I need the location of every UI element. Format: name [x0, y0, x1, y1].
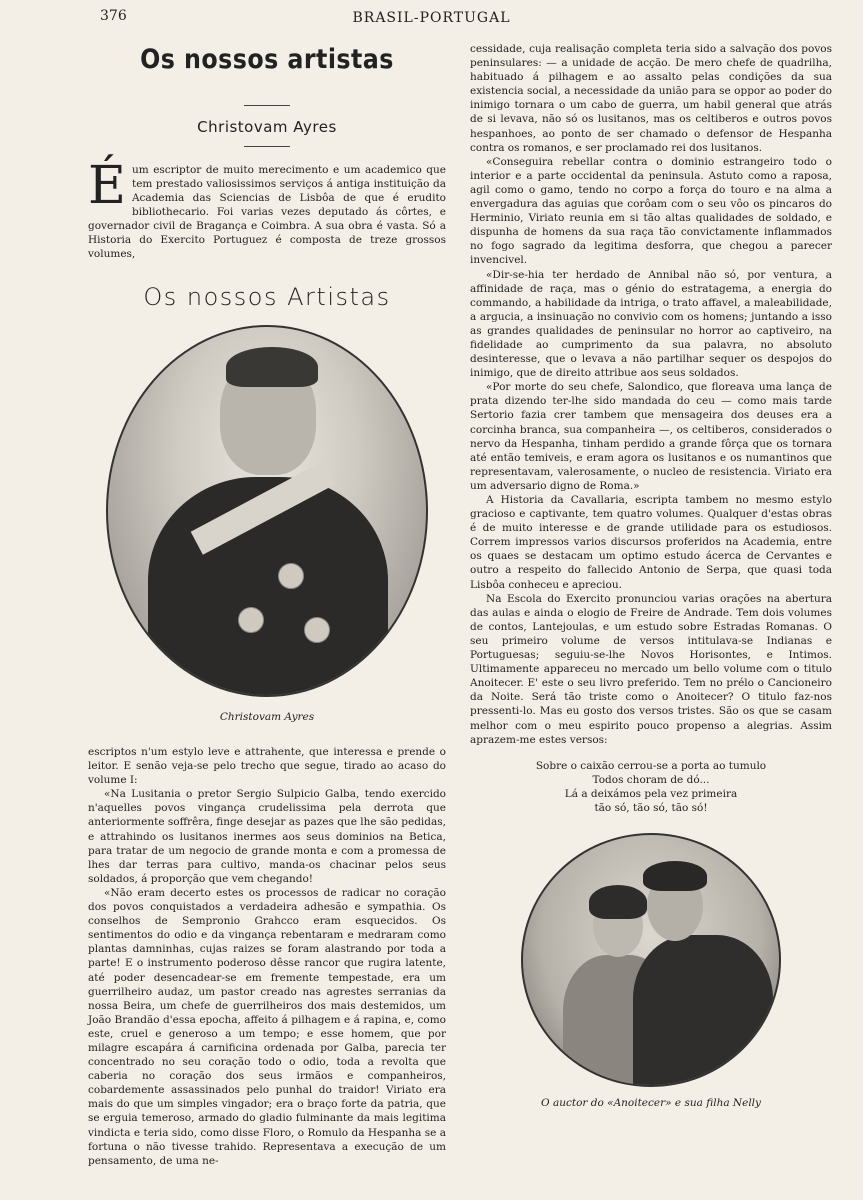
paragraph: «Dir-se-hia ter herdado de Annibal não só, por ventura, a affinidade de raça, mas o génio do estratagema, a energia do commando, a habilidade da intriga, o trato affavel, a maleabilidade, a argucia, a insinuação no convivio com os homens; juntando a isso as grandes qualidades de peninsular no horror ao captiveiro, na fidelidade ao cumprimento da sua palavra, no absoluto desinteresse, que o levava a não partilhar sequer os despojos do inimigo, que de direito attribue aos seus soldados.	[470, 268, 832, 380]
photo-caption: O auctor do «Anoitecer» e sua filha Nelly	[541, 1096, 761, 1109]
poem	[470, 759, 832, 815]
section-heading: Os nossos Artistas	[143, 283, 391, 311]
paragraph: «Conseguira rebellar contra o dominio estrangeiro todo o interior e a parte occidental da peninsula. Astuto como a raposa, agil como o gamo, tendo no corpo a força do touro e na alma a envergadura das aguias que corôam com o seu vôo os pincaros do Herminio, Viriato reunia em si tão altas qualidades de soldado, e dispunha de homens da sua raça tão convictamente inflammados no fogo sagrado da legitima desforra, que chegou a parecer invencivel.	[470, 155, 832, 267]
right-column	[470, 42, 832, 1109]
portrait-photo	[106, 325, 428, 697]
poem-line: tão só, tão só, tão só!	[594, 801, 708, 814]
intro-paragraph	[88, 156, 446, 261]
poem-line: Sobre o caixão cerrou-se a porta ao tumulo	[535, 759, 767, 772]
running-title: BRASIL-PORTUGAL	[352, 10, 511, 26]
author-divider	[244, 146, 290, 147]
article-author: Christovam Ayres	[197, 118, 337, 136]
page-number: 376	[100, 8, 127, 24]
paragraph: «Não eram decerto estes os processos de radicar no coração dos povos conquistados a verdadeira adhesão e sympathia. Os conselhos de Sempronio Grahcco eram esquecidos. Os sentimentos do odio e da vingança rebentaram e medraram como plantas damninhas, cujas raizes se foram alastrando por toda a parte! E o instrumento poderoso dêsse rancor que rugira latente, até poder desencadear-se em fremente tempestade, era um guerrilheiro audaz, um pastor creado nas agrestes serranias da nossa Beira, um chefe de guerrilheiros dos mais destemidos, um João Brandão d'essa epocha, affeito á pilhagem e á rapina, e, como este, cruel e generoso a um tempo; e esse homem, que por milagre escapára á carnificina ordenada por Galba, parecia ter concentrado no seu coração todo o odio, toda a revolta que caberia no coração dos seus irmãos e companheiros, cobardemente assassinados pelo punhal do traidor! Viriato era mais do que um simples vingador; era o braço forte da patria, que se erguia temeroso, armado do gladio fulminante da mais legitima vindicta e teria sido, como disse Floro, o Romulo da Hespanha se a fortuna o não tivesse trahido. Representava a execução de um pensamento, de uma ne-	[88, 886, 446, 1167]
drop-cap: É	[88, 156, 126, 216]
paragraph: «Na Lusitania o pretor Sergio Sulpicio Galba, tendo exercido n'aquelles povos vingança crudelissima pela derrota que anteriormente soffrêra, finge desejar as pazes que lhe são pedidas, e attrahindo os lusitanos inermes aos seus dominios na Betica, para tratar de um negocio de grande monta e com a promessa de lhes dar terras para cultivo, manda-os chacinar pelos seus soldados, á proporção que vem chegando!	[88, 788, 446, 885]
poem-line: Lá a deixámos pela vez primeira	[564, 787, 738, 800]
left-body-text	[88, 745, 446, 1168]
paragraph: A Historia da Cavallaria, escripta tambem no mesmo estylo gracioso e captivante, tem quatro volumes. Qualquer d'estas obras é de muito interesse e de grande utilidade para os estudiosos. Correm impressos varios discursos proferidos na Academia, entre os quaes se destacam um optimo estudo ácerca de Cervantes e outro a respeito do fallecido Antonio de Serpa, que quasi toda Lisbôa conheceu e apreciou.	[470, 494, 832, 591]
left-column	[88, 40, 446, 1168]
paragraph: escriptos n'um estylo leve e attrahente, que interessa e prende o leitor. E senão veja-se pelo trecho que segue, tirado ao acaso do volume I:	[88, 746, 446, 787]
paragraph: cessidade, cuja realisação completa teria sido a salvação dos povos peninsulares: — a unidade de acção. De mero chefe de quadrilha, habituado á pilhagem e ao assalto pelas condições da sua existencia social, a necessidade da união para se oppor ao poder do inimigo tornara o um cabo de guerra, um habil general que atrás de si levava, não só os lusitanos, mas os celtiberos e outros povos hespanhoes, ao ponto de ser chamado o defensor de Hespanha contra os romanos, e ser proclamado rei dos lusitanos.	[470, 43, 832, 154]
right-body-text	[470, 42, 832, 747]
title-divider	[244, 105, 290, 106]
paragraph: Na Escola do Exercito pronunciou varias orações na abertura das aulas e ainda o elogio de Freire de Andrade. Tem dois volumes de contos, Lantejoulas, e um estudo sobre Estradas Romanas. O seu primeiro volume de versos intitulava-se Indianas e Portuguesas; seguiu-se-lhe Novos Horisontes, e Intimos. Ultimamente appareceu no mercado um bello volume com o titulo Anoitecer. E' este o seu livro preferido. Tem no prélo o Cancioneiro da Noite. Será tão triste como o Anoitecer? O titulo faz-nos pressenti-lo. Mas eu gosto dos versos tristes. São os que se casam melhor com o meu espirito pouco propenso a alegrias. Assim aprazem-me estes versos:	[470, 592, 832, 746]
article-title: Os nossos artistas	[140, 44, 394, 75]
poem-line: Todos choram de dó...	[592, 773, 710, 786]
portrait-caption: Christovam Ayres	[219, 711, 315, 723]
paragraph: «Por morte do seu chefe, Salondico, que floreava uma lança de prata dizendo ter-lhe sido mandada do ceu — como mais tarde Sertorio fazia crer tambem que mensageira dos deuses era a corcinha branca, sua companheira —, os celtiberos, considerados o nervo da Hespanha, tinham perdido a grande fôrça que os tornara até então temiveis, e eram agora os lusitanos e os numantinos que representavam, valerosamente, o nucleo de resistencia. Viriato era um adversario digno de Roma.»	[470, 381, 832, 492]
intro-text: um escriptor de muito merecimento e um academico que tem prestado valiosissimos serviços á antiga instituição da Academia das Sciencias de Lisbôa de que é erudito bibliothecario. Foi varias vezes deputado ás côrtes, e governador civil de Bragança e Coimbra. A sua obra é vasta. Só a Historia do Exercito Portuguez é composta de treze grossos volumes,	[88, 164, 446, 260]
author-and-daughter-photo	[521, 833, 781, 1087]
